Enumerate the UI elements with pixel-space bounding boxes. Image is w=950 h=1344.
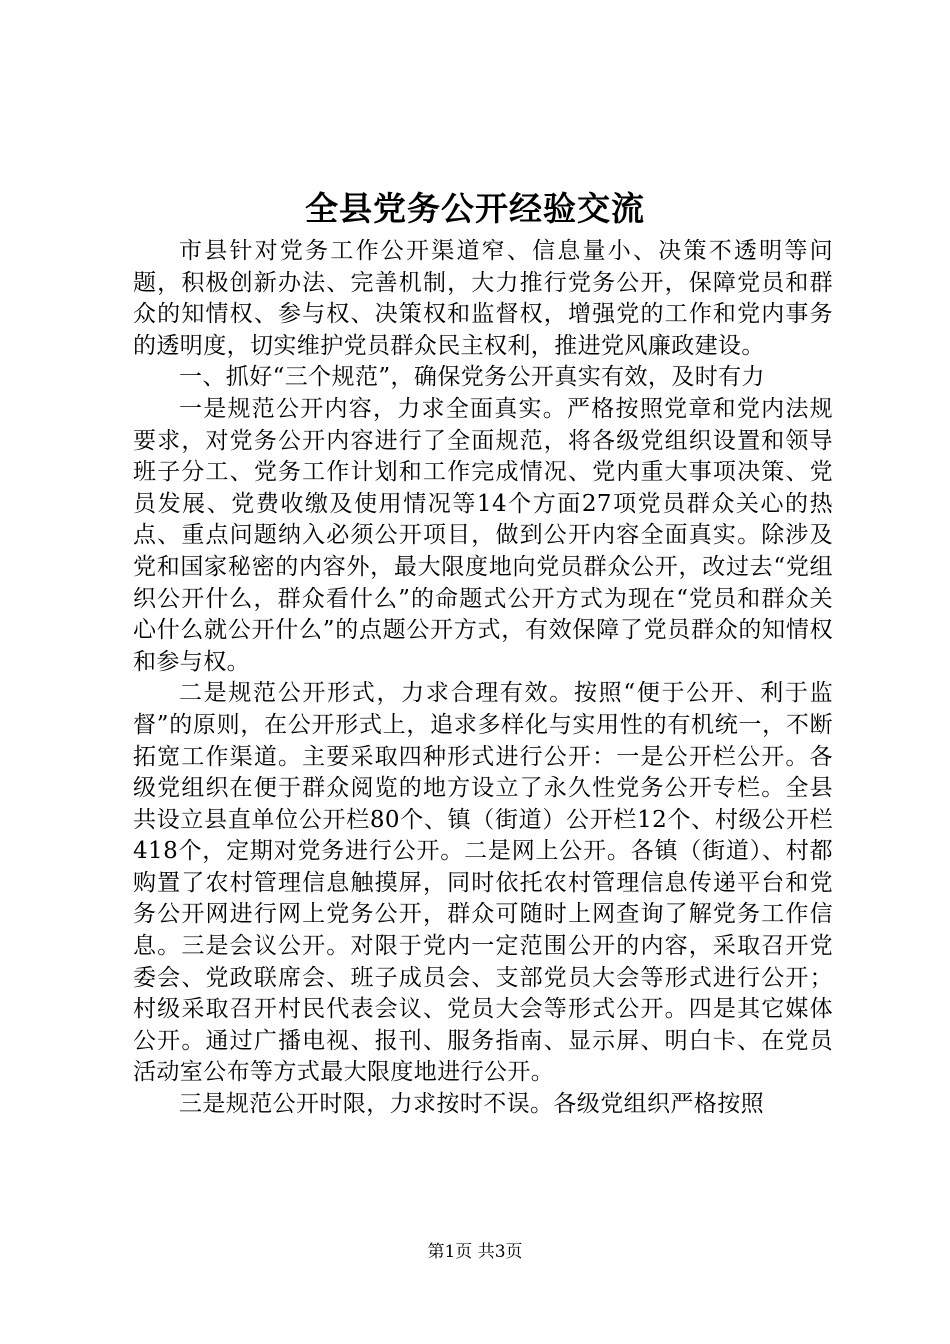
page-number-footer: 第1页 共3页 xyxy=(427,1242,523,1262)
paragraph-intro: 市县针对党务工作公开渠道窄、信息量小、决策不透明等问题，积极创新办法、完善机制，大力推行党务公开，保障党员和群众的知情权、参与权、决策权和监督权，增强党的工作和党内事务的透明度，切实维护党员群众民主权利，推进党风廉政建设。 xyxy=(133,238,833,359)
paragraph-form-standard: 二是规范公开形式，力求合理有效。按照“便于公开、利于监督”的原则，在公开形式上，追求多样化与实用性的有机统一，不断拓宽工作渠道。主要采取四种形式进行公开：一是公开栏公开。各级党组织在便于群众阅览的地方设立了永久性党务公开专栏。全县共设立县直单位公开栏80个、镇（街道）公开栏12个、村级公开栏418个，定期对党务进行公开。二是网上公开。各镇（街道）、村都购置了农村管理信息触摸屏，同时依托农村管理信息传递平台和党务公开网进行网上党务公开，群众可随时上网查询了解党务工作信息。三是会议公开。对限于党内一定范围公开的内容，采取召开党委会、党政联席会、班子成员会、支部党员大会等形式进行公开；村级采取召开村民代表会议、党员大会等形式公开。四是其它媒体公开。通过广播电视、报刊、服务指南、显示屏、明白卡、在党员活动室公布等方式最大限度地进行公开。 xyxy=(133,680,833,1086)
section-heading-1: 一、抓好“三个规范”，确保党务公开真实有效，及时有力 xyxy=(179,364,765,391)
paragraph-content-standard: 一是规范公开内容，力求全面真实。严格按照党章和党内法规要求，对党务公开内容进行了全面规范，将各级党组织设置和领导班子分工、党务工作计划和工作完成情况、党内重大事项决策、党员发展、党费收缴及使用情况等14个方面27项党员群众关心的热点、重点问题纳入必须公开项目，做到公开内容全面真实。除涉及党和国家秘密的内容外，最大限度地向党员群众公开，改过去“党组织公开什么，群众看什么”的命题式公开方式为现在“党员和群众关心什么就公开什么”的点题公开方式，有效保障了党员群众的知情权和参与权。 xyxy=(133,395,833,675)
paragraph-time-standard: 三是规范公开时限，力求按时不误。各级党组织严格按照 xyxy=(179,1091,764,1118)
document-body xyxy=(133,236,833,1121)
page-title: 全县党务公开经验交流 xyxy=(305,189,645,228)
